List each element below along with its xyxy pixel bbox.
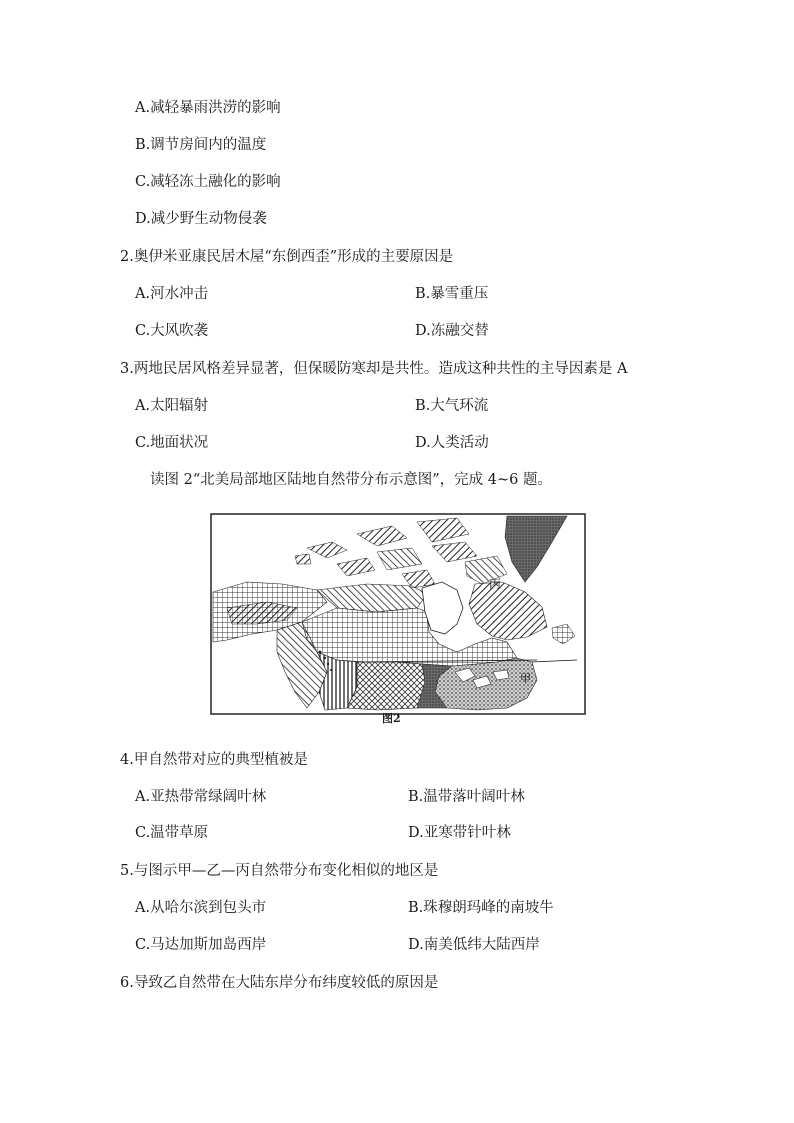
q2-stem: 2.奥伊米亚康民居木屋“东倒西歪”形成的主要原因是: [120, 249, 454, 265]
q2-option-b: B.暴雪重压: [415, 286, 489, 302]
q4-option-b: B.温带落叶阔叶林: [408, 789, 525, 805]
prairie-zone: [347, 662, 425, 710]
q6-stem: 6.导致乙自然带在大陆东岸分布纬度较低的原因是: [120, 975, 439, 991]
q2-option-a: A.河水冲击: [135, 286, 209, 302]
q3-stem: 3.两地民居风格差异显著，但保暖防寒却是共性。造成这种共性的主导因素是 A: [120, 361, 628, 377]
q5-option-b: B.珠穆朗玛峰的南坡牛: [408, 900, 554, 916]
q5-option-d: D.南美低纬大陆西岸: [408, 937, 540, 953]
label-jia: 甲: [520, 672, 531, 685]
q1-option-d: D.减少野生动物侵袭: [135, 211, 267, 227]
q4-stem: 4.甲自然带对应的典型植被是: [120, 752, 308, 768]
q3-option-d: D.人类活动: [415, 435, 489, 451]
q5-stem: 5.与图示甲—乙—丙自然带分布变化相似的地区是: [120, 863, 439, 879]
q4-option-c: C.温带草原: [135, 825, 209, 841]
figure-intro-text: 读图 2“北美局部地区陆地自然带分布示意图”，完成 4~6 题。: [150, 472, 552, 488]
q4-option-a: A.亚热带常绿阔叶林: [135, 789, 267, 805]
q2-option-c: C.大风吹袭: [135, 323, 209, 339]
q5-option-a: A.从哈尔滨到包头市: [135, 900, 267, 916]
q1-option-a: A.减轻暴雨洪涝的影响: [135, 100, 281, 116]
label-bing: 丙: [489, 577, 502, 591]
q3-option-a: A.太阳辐射: [135, 398, 209, 414]
q3-option-b: B.大气环流: [415, 398, 489, 414]
q2-option-d: D.冻融交替: [415, 323, 489, 339]
natural-zone-map: [207, 512, 587, 730]
q4-option-d: D.亚寒带针叶林: [408, 825, 511, 841]
q1-option-c: C.减轻冻土融化的影响: [135, 174, 281, 190]
figure-caption: 图2: [382, 712, 401, 725]
q1-option-b: B.调节房间内的温度: [135, 137, 267, 153]
q5-option-c: C.马达加斯加岛西岸: [135, 937, 267, 953]
q3-option-c: C.地面状况: [135, 435, 209, 451]
